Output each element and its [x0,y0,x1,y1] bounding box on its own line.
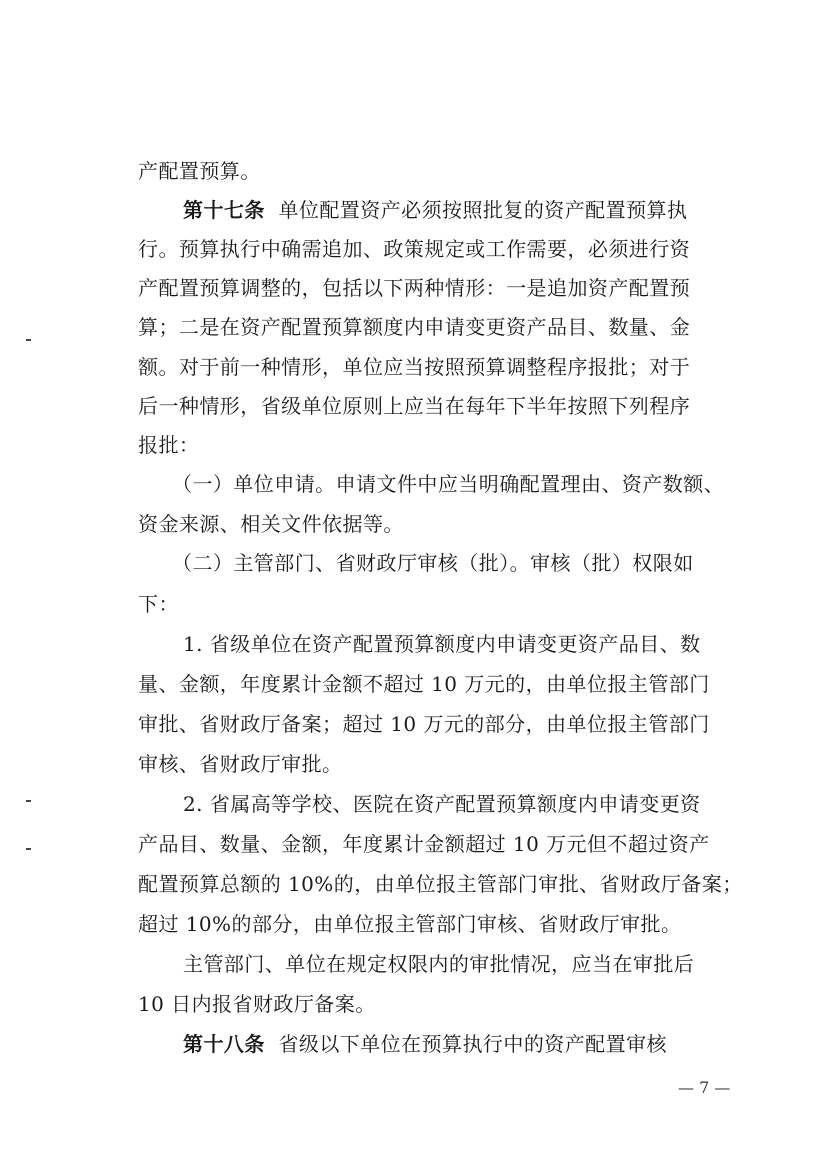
body-line: 审批、省财政厅备案；超过 10 万元的部分，由单位报主管部门 [138,712,710,736]
binding-mark [26,339,31,341]
body-line: 量、金额，年度累计金额不超过 10 万元的，由单位报主管部门 [138,672,710,696]
body-line: 配置预算总额的 10%的，由单位报主管部门审批、省财政厅备案； [138,872,743,896]
article-heading: 第十七条 [183,198,265,222]
body-line: 2. 省属高等学校、医院在资产配置预算额度内申请变更资 [183,792,701,816]
body-line: 报批： [138,433,200,457]
body-line: 产配置预算。 [138,159,261,183]
body-line: 算；二是在资产配置预算额度内申请变更资产品目、数量、金 [138,315,691,339]
body-line: 10 日内报省财政厅备案。 [138,992,376,1016]
body-line: 主管部门、单位在规定权限内的审批情况，应当在审批后 [183,952,695,976]
body-line: 产品目、数量、金额，年度累计金额超过 10 万元但不超过资产 [138,832,710,856]
body-line: （一）单位申请。申请文件中应当明确配置理由、资产数额、 [172,472,725,496]
body-line: 1. 省级单位在资产配置预算额度内申请变更资产品目、数 [183,632,701,656]
body-line: 产配置预算调整的，包括以下两种情形：一是追加资产配置预 [138,276,691,300]
binding-mark [26,800,31,802]
article-line [183,196,687,224]
binding-mark [26,848,31,850]
body-line: 后一种情形，省级单位原则上应当在每年下半年按照下列程序 [138,394,691,418]
article-line [183,1030,667,1058]
body-line: 下： [138,592,179,616]
body-line: （二）主管部门、省财政厅审核（批）。审核（批）权限如 [172,551,694,575]
page-number: — 7 — [678,1078,731,1097]
body-line: 超过 10%的部分，由单位报主管部门审核、省财政厅审批。 [138,912,682,936]
body-line: 审核、省财政厅审批。 [138,752,343,776]
body-line: 额。对于前一种情形，单位应当按照预算调整程序报批；对于 [138,355,691,379]
body-line: 资金来源、相关文件依据等。 [138,512,404,536]
article-text: 单位配置资产必须按照批复的资产配置预算执 [278,198,688,222]
article-heading: 第十八条 [183,1032,265,1056]
body-line: 行。预算执行中确需追加、政策规定或工作需要，必须进行资 [138,237,691,261]
article-text: 省级以下单位在预算执行中的资产配置审核 [278,1032,667,1056]
